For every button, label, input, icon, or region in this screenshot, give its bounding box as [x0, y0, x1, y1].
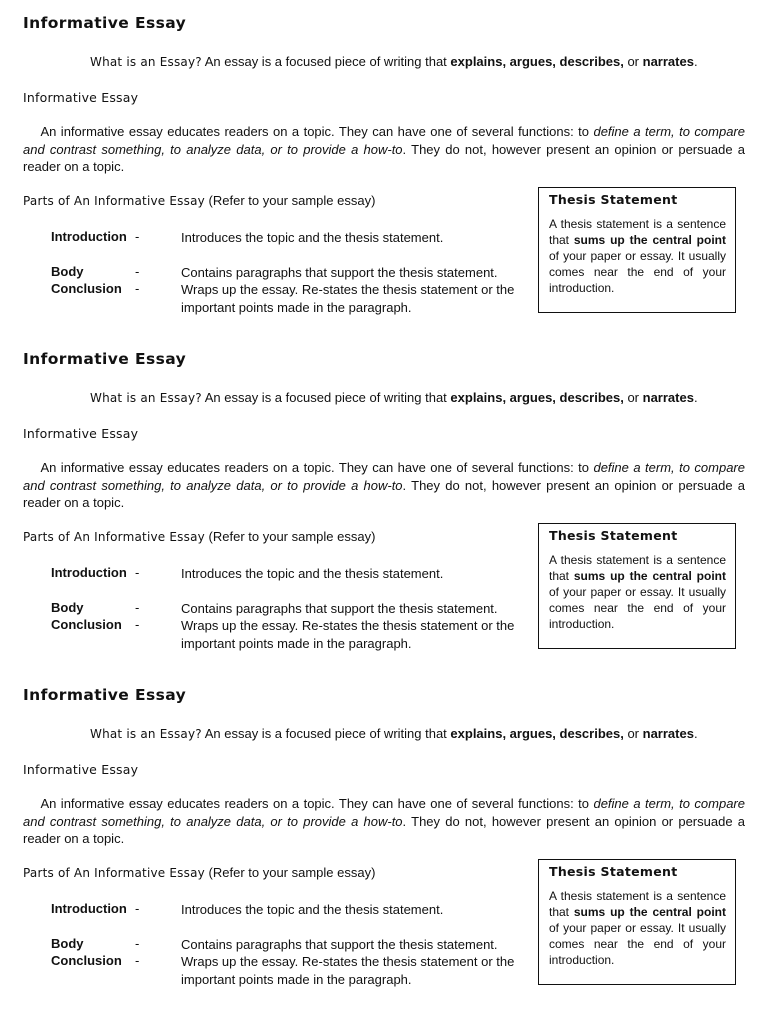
part-definition: Contains paragraphs that support the thesis statement. [181, 937, 498, 952]
essay-section: Informative Essay What is an Essay? An essay is a focused piece of writing that explains, argues, describes, or narrates. Informative Essay An informative essay educates readers on a topic. They can have one of several functions: to define a term, to compare and contrast something, to analyze data, or to provide a how-to. They do not, however present an opinion or persuade a reader on a topic. Parts of An Informative Essay (Refer to your sample essay) Introduction - Introduces the topic and the thesis statement. Body - Contains paragraphs that support the thesis statement. Conclusion - Wraps up the essay. Re-states the thesis statement or the important points made in the paragraph. Thesis Statement A thesis statement is a sentence that sums up the central point of your paper or essay. It usually comes near the end of your introduction. [23, 686, 745, 987]
parts-heading: Parts of An Informative Essay (Refer to your sample essay) [23, 193, 376, 208]
intro-paragraph: An informative essay educates readers on a topic. They can have one of several functions: to define a term, to compare and contrast something, to analyze data, or to provide a how-to. They do not, however present an opinion or persuade a reader on a topic. [23, 460, 745, 510]
intro-paragraph: An informative essay educates readers on a topic. They can have one of several functions: to define a term, to compare and contrast something, to analyze data, or to provide a how-to. They do not, however present an opinion or persuade a reader on a topic. [23, 124, 745, 174]
essay-definition: What is an Essay? An essay is a focused piece of writing that explains, argues, describes, or narrates. [90, 390, 698, 405]
part-definition: Contains paragraphs that support the thesis statement. [181, 601, 498, 616]
thesis-box-text: A thesis statement is a sentence that sums up the central point of your paper or essay. It usually comes near the end of your introduction. [549, 217, 726, 295]
part-term: Introduction [51, 901, 127, 916]
thesis-box-text: A thesis statement is a sentence that sums up the central point of your paper or essay. It usually comes near the end of your introduction. [549, 889, 726, 967]
section-subheading: Informative Essay [23, 426, 139, 441]
part-definition: Wraps up the essay. Re-states the thesis statement or the important points made in the paragraph. [181, 954, 515, 987]
section-title: Informative Essay [23, 14, 187, 32]
thesis-statement-box [538, 523, 736, 649]
essay-definition: What is an Essay? An essay is a focused piece of writing that explains, argues, describes, or narrates. [90, 726, 698, 741]
parts-heading: Parts of An Informative Essay (Refer to your sample essay) [23, 865, 376, 880]
thesis-statement-box [538, 187, 736, 313]
thesis-box-title: Thesis Statement [549, 864, 678, 879]
thesis-box-title: Thesis Statement [549, 192, 678, 207]
essay-definition-lead: What is an Essay? [90, 391, 202, 405]
thesis-box-text: A thesis statement is a sentence that sums up the central point of your paper or essay. It usually comes near the end of your introduction. [549, 553, 726, 631]
part-term: Body [51, 264, 84, 279]
part-definition: Introduces the topic and the thesis statement. [181, 902, 444, 917]
part-definition: Wraps up the essay. Re-states the thesis statement or the important points made in the paragraph. [181, 618, 515, 651]
essay-definition-lead: What is an Essay? [90, 55, 202, 69]
part-term: Conclusion [51, 617, 122, 632]
section-title: Informative Essay [23, 350, 187, 368]
essay-section: Informative Essay What is an Essay? An essay is a focused piece of writing that explains, argues, describes, or narrates. Informative Essay An informative essay educates readers on a topic. They can have one of several functions: to define a term, to compare and contrast something, to analyze data, or to provide a how-to. They do not, however present an opinion or persuade a reader on a topic. Parts of An Informative Essay (Refer to your sample essay) Introduction - Introduces the topic and the thesis statement. Body - Contains paragraphs that support the thesis statement. Conclusion - Wraps up the essay. Re-states the thesis statement or the important points made in the paragraph. Thesis Statement A thesis statement is a sentence that sums up the central point of your paper or essay. It usually comes near the end of your introduction. [23, 350, 745, 651]
part-definition: Introduces the topic and the thesis statement. [181, 566, 444, 581]
intro-paragraph: An informative essay educates readers on a topic. They can have one of several functions: to define a term, to compare and contrast something, to analyze data, or to provide a how-to. They do not, however present an opinion or persuade a reader on a topic. [23, 796, 745, 846]
part-term: Conclusion [51, 953, 122, 968]
part-term: Introduction [51, 565, 127, 580]
section-title: Informative Essay [23, 686, 187, 704]
thesis-statement-box [538, 859, 736, 985]
part-term: Body [51, 600, 84, 615]
part-term: Introduction [51, 229, 127, 244]
part-definition: Contains paragraphs that support the thesis statement. [181, 265, 498, 280]
essay-definition-lead: What is an Essay? [90, 727, 202, 741]
part-definition: Wraps up the essay. Re-states the thesis statement or the important points made in the paragraph. [181, 282, 515, 315]
essay-definition: What is an Essay? An essay is a focused piece of writing that explains, argues, describes, or narrates. [90, 54, 698, 69]
parts-heading: Parts of An Informative Essay (Refer to your sample essay) [23, 529, 376, 544]
part-definition: Introduces the topic and the thesis statement. [181, 230, 444, 245]
essay-section: Informative Essay What is an Essay? An essay is a focused piece of writing that explains, argues, describes, or narrates. Informative Essay An informative essay educates readers on a topic. They can have one of several functions: to define a term, to compare and contrast something, to analyze data, or to provide a how-to. They do not, however present an opinion or persuade a reader on a topic. Parts of An Informative Essay (Refer to your sample essay) Introduction - Introduces the topic and the thesis statement. Body - Contains paragraphs that support the thesis statement. Conclusion - Wraps up the essay. Re-states the thesis statement or the important points made in the paragraph. Thesis Statement A thesis statement is a sentence that sums up the central point of your paper or essay. It usually comes near the end of your introduction. [23, 14, 745, 315]
section-subheading: Informative Essay [23, 762, 139, 777]
thesis-box-title: Thesis Statement [549, 528, 678, 543]
part-term: Body [51, 936, 84, 951]
section-subheading: Informative Essay [23, 90, 139, 105]
part-term: Conclusion [51, 281, 122, 296]
